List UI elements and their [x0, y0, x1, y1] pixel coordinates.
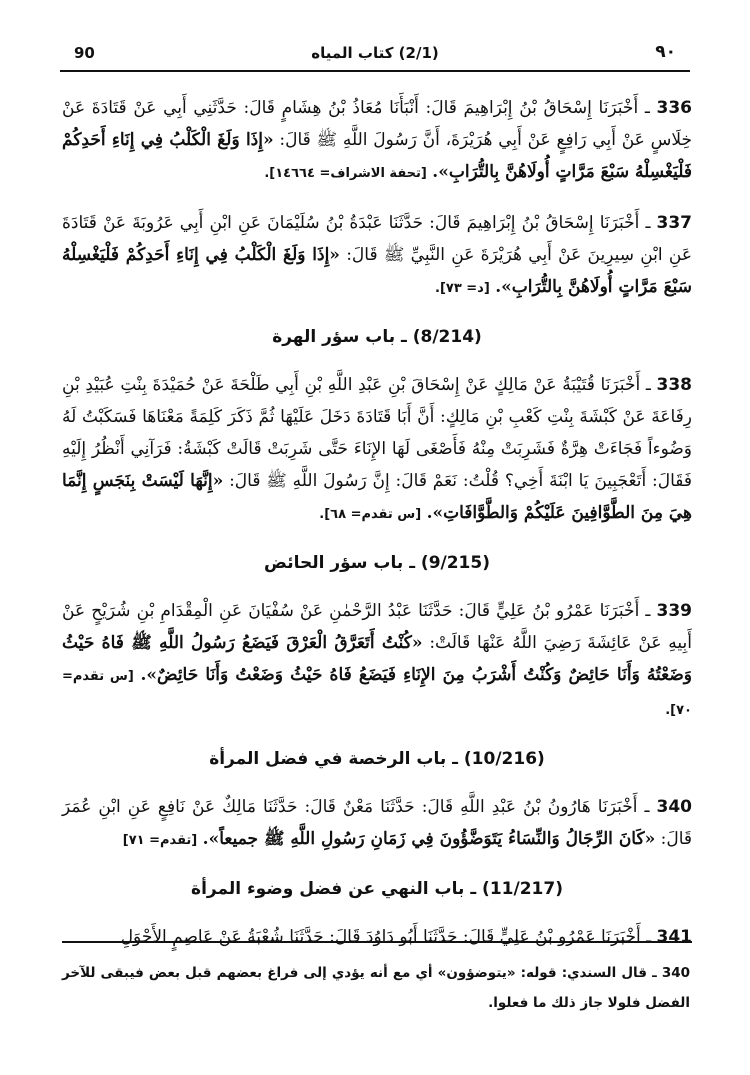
hadith-isnad: ـ أَخْبَرَنَا عَمْرُو بْنُ عَلِيٍّ قَالَ: حَدَّثَنَا عَبْدُ الرَّحْمٰنِ عَنْ سُفْيَانَ عَنِ الْمِقْدَامِ بْنِ شُرَيْحٍ عَنْ أَبِيهِ عَنْ عَائِشَةَ رَضِيَ اللَّهُ عَنْهَا قَالَتْ: — [62, 601, 693, 653]
footnote-text: ـ قال السندي: قوله: «يتوضؤون» أي مع أنه يؤدي إلى فراغ بعضهم قبل بعض فيبقى للآخر الفضل فلولا جاز ذلك ما فعلوا. — [62, 965, 690, 1011]
hadith-isnad: ـ أَخْبَرَنَا قُتَيْبَةُ عَنْ مَالِكٍ عَنْ إِسْحَاقَ بْنِ عَبْدِ اللَّهِ بْنِ أَبِي طَلْحَةَ عَنْ حُمَيْدَةَ بِنْتِ عُبَيْدِ بْنِ رِفَاعَةَ عَنْ كَبْشَةَ بِنْتِ كَعْبِ بْنِ مَالِكٍ: أَنَّ أَبَا قَتَادَةَ دَخَلَ عَلَيْهَا ثُمَّ ذَكَرَ كَلِمَةً مَعْنَاهَا فَسَكَبْتُ لَهُ وَضُوءاً فَجَاءَتْ هِرَّةٌ فَشَرِبَتْ مِنْهُ فَأَصْغَى لَهَا الإِنَاءَ حَتَّى شَرِبَتْ قَالَتْ كَبْشَةُ: فَرَآنِي أَنْظُرُ إِلَيْهِ فَقَالَ: أَتَعْجَبِينَ يَا ابْنَةَ أَخِي؟ قُلْتُ: نَعَمْ قَالَ: إِنَّ رَسُولَ اللَّهِ ﷺ قَالَ: — [62, 375, 692, 491]
hadith-matn: «إِذَا وَلَغَ الْكَلْبُ فِي إِنَاءِ أَحَدِكُمْ فَلْيَغْسِلْهُ سَبْعَ مَرَّاتٍ أُولَاهُنَّ بِالتُّرَابِ». — [62, 245, 692, 297]
hadith-337 — [62, 207, 692, 305]
chapter-heading: (8/214) ـ باب سؤر الهرة — [272, 327, 482, 347]
hadith-matn: «كَانَ الرِّجَالُ وَالنِّسَاءُ يَتَوَضَّؤُونَ فِي زَمَانِ رَسُولِ اللَّهِ ﷺ جميعاً». — [202, 829, 656, 849]
hadith-isnad: ـ أَخْبَرَنَا عَمْرُو بْنُ عَلِيٍّ قَالَ: حَدَّثَنَا أَبُو دَاوُدَ قَالَ: حَدَّثَنَا شُعْبَةُ عَنْ عَاصِمٍ الأَحْوَلِ — [120, 927, 652, 947]
hadith-reference: [د= ٧٣]. — [435, 281, 490, 296]
hadith-number: 336 — [656, 98, 692, 118]
page-number-latin: 90 — [74, 44, 95, 62]
chapter-heading: (11/217) ـ باب النهي عن فضل وضوء المرأة — [191, 879, 563, 899]
hadith-matn: «إِذَا وَلَغَ الْكَلْبُ فِي إِنَاءِ أَحَدِكُمْ فَلْيَغْسِلْهُ سَبْعَ مَرَّاتٍ أُولَاهُنَّ بِالتُّرَابِ». — [62, 130, 692, 182]
hadith-isnad: ـ أَخْبَرَنَا إِسْحَاقُ بْنُ إِبْرَاهِيمَ قَالَ: حَدَّثَنَا عَبْدَةُ بْنُ سُلَيْمَانَ عَنِ ابْنِ أَبِي عَرُوبَةَ عَنْ قَتَادَةَ عَنِ ابْنِ سِيرِينَ عَنْ أَبِي هُرَيْرَةَ عَنِ النَّبِيِّ ﷺ قَالَ: — [62, 213, 693, 265]
hadith-340 — [62, 791, 692, 857]
hadith-reference: [تحفة الاشراف= ١٤٦٦٤]. — [264, 166, 427, 181]
hadith-reference: [س تقدم= ٦٨]. — [319, 507, 422, 522]
hadith-reference: [تقدم= ٧١] — [122, 833, 198, 848]
footnote — [62, 958, 690, 1018]
hadith-isnad: ـ أَخْبَرَنَا إِسْحَاقُ بْنُ إِبْرَاهِيمَ قَالَ: أَنْبَأَنَا مُعَاذُ بْنُ هِشَامٍ قَالَ: حَدَّثَنِي أَبِي عَنْ قَتَادَةَ عَنْ خِلَاسٍ عَنْ أَبِي رَافِعٍ عَنْ أَبِي هُرَيْرَةَ، أَنَّ رَسُولَ اللَّهِ ﷺ قَالَ: — [62, 98, 692, 150]
hadith-number: 339 — [656, 601, 692, 621]
footnote-divider — [62, 941, 692, 943]
running-title: (2/1) كتاب المياه — [311, 44, 439, 62]
footnote-number: 340 — [661, 965, 691, 981]
page-header — [60, 36, 690, 72]
hadith-number: 337 — [656, 213, 693, 233]
hadith-matn: «إِنَّهَا لَيْسَتْ بِنَجَسٍ إِنَّمَا هِيَ مِنَ الطَّوَّافِينَ عَلَيْكُمْ وَالطَّوَّافَاتِ». — [62, 471, 692, 523]
page-number-arabic: ٩٠ — [655, 42, 676, 62]
page-body — [62, 92, 692, 970]
hadith-isnad: ـ أَخْبَرَنَا هَارُونُ بْنُ عَبْدِ اللَّهِ قَالَ: حَدَّثَنَا مَعْنٌ قَالَ: حَدَّثَنَا مَالِكٌ عَنْ نَافِعٍ عَنِ ابْنِ عُمَرَ قَالَ: — [62, 797, 692, 849]
hadith-number: 338 — [656, 375, 692, 395]
hadith-number: 340 — [656, 797, 693, 817]
hadith-336 — [62, 92, 692, 190]
hadith-reference: [س تقدم= ٧٠]. — [62, 669, 692, 718]
hadith-339 — [62, 595, 692, 727]
hadith-341 — [62, 921, 692, 953]
hadith-number: 341 — [656, 927, 692, 947]
hadith-338 — [62, 369, 692, 531]
hadith-matn: «كُنْتُ أَتَعَرَّقُ الْعَرْقَ فَيَضَعُ رَسُولُ اللَّهِ ﷺ فَاهُ حَيْثُ وَضَعْتُهُ وَأَنَا حَائِضٌ وَكُنْتُ أَشْرَبُ مِنَ الإِنَاءِ فَيَضَعُ فَاهُ حَيْثُ وَضَعْتُ وَأَنَا حَائِضٌ». — [62, 633, 693, 685]
chapter-heading: (9/215) ـ باب سؤر الحائض — [264, 553, 490, 573]
chapter-heading: (10/216) ـ باب الرخصة في فضل المرأة — [209, 749, 545, 769]
